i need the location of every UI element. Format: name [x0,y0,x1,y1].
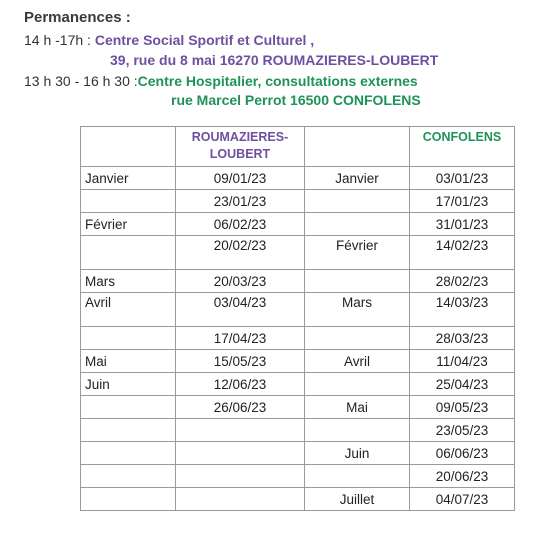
date-confolens: 28/02/23 [410,270,515,293]
table-row [81,396,515,419]
month-roumazieres [81,442,176,465]
table-row [81,167,515,190]
header-cell-month-1 [81,127,176,167]
time-roumazieres: 14 h -17h : [24,32,95,48]
table-row [81,213,515,236]
month-confolens: Février [305,236,410,270]
month-confolens: Juillet [305,488,410,511]
month-confolens: Janvier [305,167,410,190]
header-confolens: CONFOLENS [410,127,515,167]
table-row [81,236,515,270]
table-row [81,373,515,396]
table-row [81,327,515,350]
date-confolens: 20/06/23 [410,465,515,488]
date-roumazieres [176,442,305,465]
month-confolens [305,327,410,350]
date-roumazieres [176,419,305,442]
month-roumazieres [81,327,176,350]
month-confolens [305,190,410,213]
table-row [81,293,515,327]
table-row [81,190,515,213]
month-roumazieres [81,488,176,511]
month-roumazieres: Mai [81,350,176,373]
date-confolens: 25/04/23 [410,373,515,396]
month-confolens: Mars [305,293,410,327]
month-roumazieres [81,465,176,488]
date-confolens: 04/07/23 [410,488,515,511]
month-confolens: Mai [305,396,410,419]
date-roumazieres: 26/06/23 [176,396,305,419]
date-roumazieres: 15/05/23 [176,350,305,373]
month-roumazieres: Avril [81,293,176,327]
date-confolens: 17/01/23 [410,190,515,213]
place-confolens: Centre Hospitalier, consultations externes [137,73,418,89]
table-row [81,488,515,511]
month-roumazieres [81,236,176,270]
month-confolens [305,270,410,293]
table-row [81,350,515,373]
date-roumazieres: 12/06/23 [176,373,305,396]
date-roumazieres: 20/03/23 [176,270,305,293]
date-roumazieres: 17/04/23 [176,327,305,350]
date-confolens: 06/06/23 [410,442,515,465]
date-roumazieres: 06/02/23 [176,213,305,236]
date-confolens: 14/02/23 [410,236,515,270]
location-line-1 [24,32,314,48]
month-roumazieres: Mars [81,270,176,293]
date-roumazieres [176,488,305,511]
date-roumazieres: 23/01/23 [176,190,305,213]
month-roumazieres [81,419,176,442]
date-roumazieres: 20/02/23 [176,236,305,270]
month-confolens: Juin [305,442,410,465]
month-roumazieres: Janvier [81,167,176,190]
date-confolens: 09/05/23 [410,396,515,419]
date-confolens: 03/01/23 [410,167,515,190]
date-confolens: 23/05/23 [410,419,515,442]
month-roumazieres: Juin [81,373,176,396]
table-body [81,167,515,511]
date-confolens: 31/01/23 [410,213,515,236]
header-roumazieres: ROUMAZIERES- LOUBERT [176,127,305,167]
month-confolens: Avril [305,350,410,373]
address-confolens: rue Marcel Perrot 16500 CONFOLENS [171,92,421,108]
table-row [81,465,515,488]
date-roumazieres [176,465,305,488]
table-row [81,419,515,442]
date-roumazieres: 09/01/23 [176,167,305,190]
month-confolens [305,465,410,488]
date-roumazieres: 03/04/23 [176,293,305,327]
month-roumazieres [81,190,176,213]
date-confolens: 14/03/23 [410,293,515,327]
date-confolens: 11/04/23 [410,350,515,373]
address-roumazieres: 39, rue du 8 mai 16270 ROUMAZIERES-LOUBERT [110,52,439,68]
table-row [81,442,515,465]
place-roumazieres: Centre Social Sportif et Culturel , [94,32,315,48]
month-confolens [305,213,410,236]
month-roumazieres: Février [81,213,176,236]
schedule-table [80,126,515,511]
location-line-2 [24,73,418,89]
month-confolens [305,373,410,396]
table-header-row [81,127,515,167]
table-row [81,270,515,293]
date-confolens: 28/03/23 [410,327,515,350]
month-confolens [305,419,410,442]
time-confolens: 13 h 30 - 16 h 30 : [24,73,138,89]
header-cell-month-2 [305,127,410,167]
month-roumazieres [81,396,176,419]
page-title: Permanences : [24,9,131,26]
